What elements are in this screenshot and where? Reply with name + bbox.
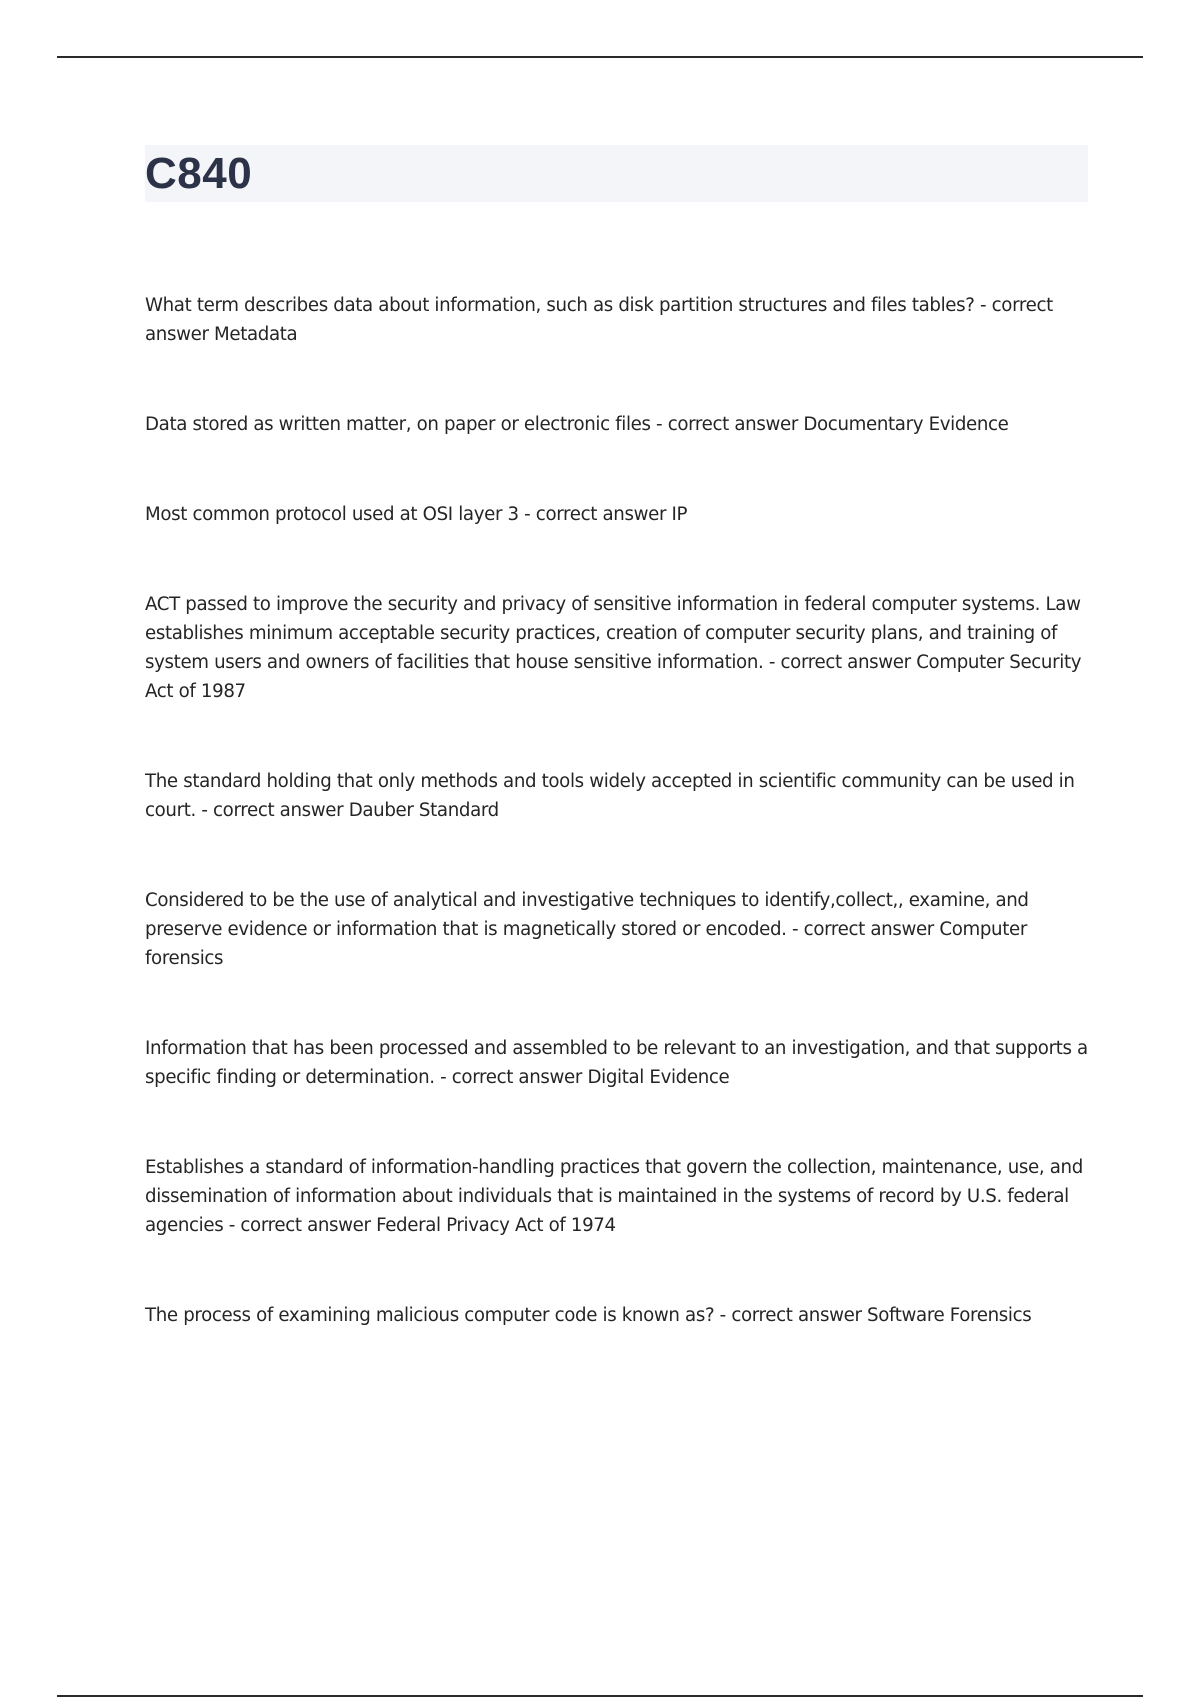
bottom-rule: [57, 1695, 1143, 1697]
qa-item: What term describes data about information, such as disk partition structures and files tables? - correct answer Metadata: [145, 295, 1053, 345]
qa-item: Most common protocol used at OSI layer 3 - correct answer IP: [145, 504, 688, 525]
qa-item: The process of examining malicious computer code is known as? - correct answer Software Forensics: [145, 1305, 1032, 1326]
page-title: C840: [145, 149, 253, 198]
question-answer-list: [145, 291, 1090, 1391]
qa-item: Data stored as written matter, on paper or electronic files - correct answer Documentary Evidence: [145, 414, 1009, 435]
title-band: [145, 145, 1088, 202]
qa-item: The standard holding that only methods and tools widely accepted in scientific community can be used in court. - correct answer Dauber Standard: [145, 771, 1075, 821]
qa-item: Establishes a standard of information-handling practices that govern the collection, maintenance, use, and dissemination of information about individuals that is maintained in the systems of record by U.S. federal agencies - correct answer Federal Privacy Act of 1974: [145, 1157, 1083, 1236]
top-rule: [57, 56, 1143, 58]
qa-item: Considered to be the use of analytical and investigative techniques to identify,collect,, examine, and preserve evidence or information that is magnetically stored or encoded. - correct answer Computer forensics: [145, 890, 1029, 969]
qa-item: Information that has been processed and assembled to be relevant to an investigation, and that supports a specific finding or determination. - correct answer Digital Evidence: [145, 1038, 1088, 1088]
qa-item: ACT passed to improve the security and privacy of sensitive information in federal computer systems. Law establishes minimum acceptable security practices, creation of computer security plans, and training of system users and owners of facilities that house sensitive information. - correct answer Computer Security Act of 1987: [145, 594, 1082, 702]
